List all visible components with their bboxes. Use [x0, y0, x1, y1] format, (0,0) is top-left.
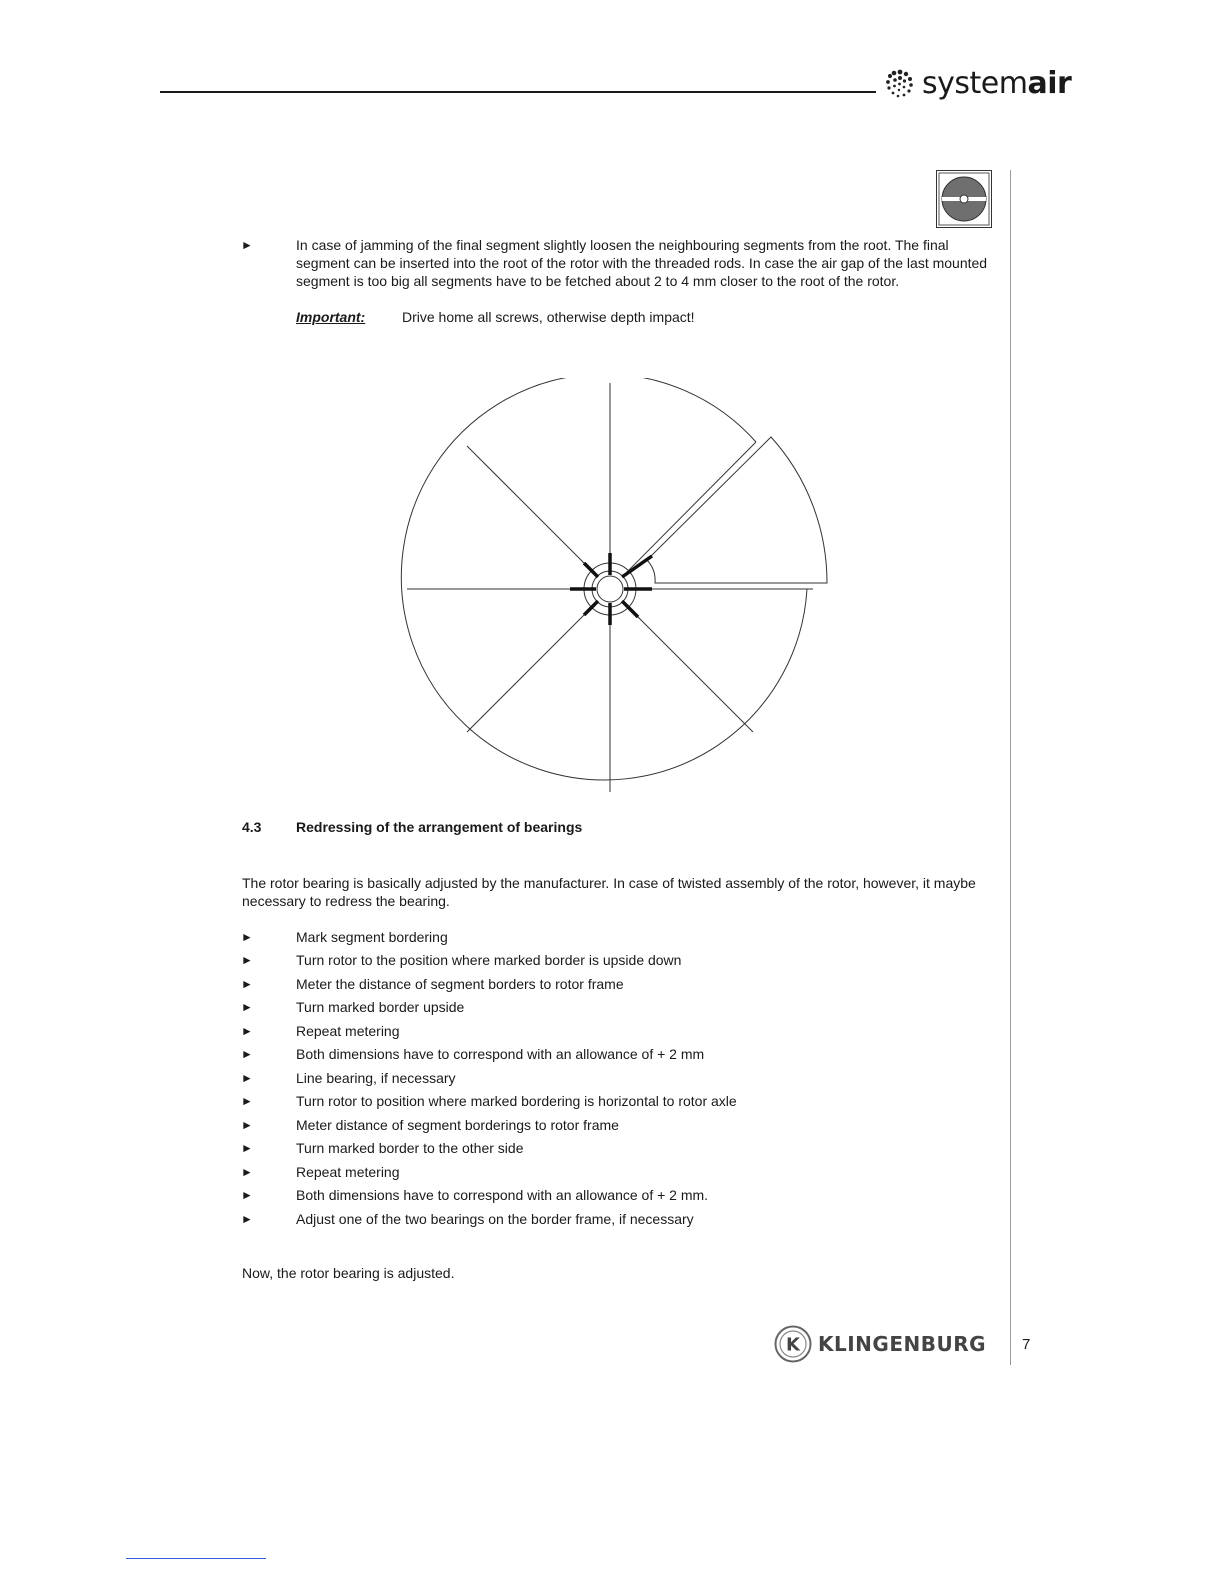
- step-item: Turn rotor to the position where marked border is upside down: [296, 952, 682, 968]
- step-item: Line bearing, if necessary: [296, 1070, 456, 1086]
- klingenburg-logo: [774, 1325, 986, 1363]
- step-item: Turn marked border to the other side: [296, 1140, 524, 1156]
- segment-line-lower-left: [467, 604, 595, 732]
- hub-core: [597, 576, 623, 602]
- step-bullet: ►: [241, 1094, 253, 1108]
- step-bullet: ►: [241, 1071, 253, 1085]
- klingenburg-wordmark: KLINGENBURG: [818, 1332, 987, 1356]
- section-title: Redressing of the arrangement of bearings: [296, 819, 583, 835]
- step-bullet: ►: [241, 977, 253, 991]
- rotor-icon: [936, 170, 992, 228]
- step-item: Both dimensions have to correspond with an allowance of + 2 mm: [296, 1046, 705, 1062]
- brand-name: [922, 66, 1072, 101]
- klingenburg-k-letter: K: [786, 1334, 800, 1356]
- intro-paragraph: In case of jamming of the final segment slightly loosen the neighbouring segments from the root. The final segment can be inserted into the root of the rotor with the threaded rods. In case the air gap of the last mounted segment is too big all segments have to be fetched about 2 to 4 mm closer to the root of the rotor.: [296, 237, 988, 289]
- step-item: Turn rotor to position where marked bordering is horizontal to rotor axle: [296, 1093, 737, 1109]
- step-bullet: ►: [241, 1047, 253, 1061]
- systemair-logo: [884, 64, 1071, 104]
- important-text: Drive home all screws, otherwise depth impact!: [402, 309, 695, 325]
- section-number: 4.3: [242, 819, 262, 835]
- step-bullet: ►: [241, 1141, 253, 1155]
- step-item: Meter distance of segment borderings to rotor frame: [296, 1117, 619, 1133]
- step-bullet: ►: [241, 953, 253, 967]
- rotor-outline: [401, 378, 807, 780]
- step-bullet: ►: [241, 1212, 253, 1226]
- intro-bullet: ►: [241, 238, 253, 252]
- klingenburg-k-icon: [774, 1325, 812, 1363]
- closing-sentence: Now, the rotor bearing is adjusted.: [242, 1265, 455, 1281]
- step-item: Mark segment bordering: [296, 929, 448, 945]
- final-segment-outline: [647, 437, 827, 583]
- section-intro-paragraph: The rotor bearing is basically adjusted by the manufacturer. In case of twisted assembly of the rotor, however, it maybe necessary to redress the bearing.: [242, 875, 976, 909]
- step-bullet: ►: [241, 1165, 253, 1179]
- systemair-dots-icon: [884, 68, 916, 100]
- important-label: Important:: [296, 309, 366, 325]
- step-bullet: ►: [241, 1188, 253, 1202]
- step-item: Turn marked border upside: [296, 999, 465, 1015]
- segment-line-upper-left: [467, 446, 595, 574]
- step-bullet: ►: [241, 1024, 253, 1038]
- step-item: Repeat metering: [296, 1164, 400, 1180]
- side-rule: [1010, 170, 1011, 1365]
- brand-name-bold: air: [1027, 66, 1072, 101]
- rotor-segment-diagram: [395, 378, 835, 798]
- bottom-link-underline: [126, 1558, 266, 1559]
- step-bullet: ►: [241, 1000, 253, 1014]
- step-bullet: ►: [241, 1118, 253, 1132]
- segment-line-lower-right: [625, 604, 753, 732]
- step-item: Repeat metering: [296, 1023, 400, 1039]
- step-item: Adjust one of the two bearings on the border frame, if necessary: [296, 1211, 694, 1227]
- segment-line-upper-right: [625, 442, 756, 574]
- step-item: Meter the distance of segment borders to rotor frame: [296, 976, 624, 992]
- step-item: Both dimensions have to correspond with an allowance of + 2 mm.: [296, 1187, 709, 1203]
- page-number: 7: [1022, 1336, 1031, 1353]
- step-bullet: ►: [241, 930, 253, 944]
- brand-name-light: system: [922, 66, 1028, 101]
- header-rule: [160, 91, 876, 93]
